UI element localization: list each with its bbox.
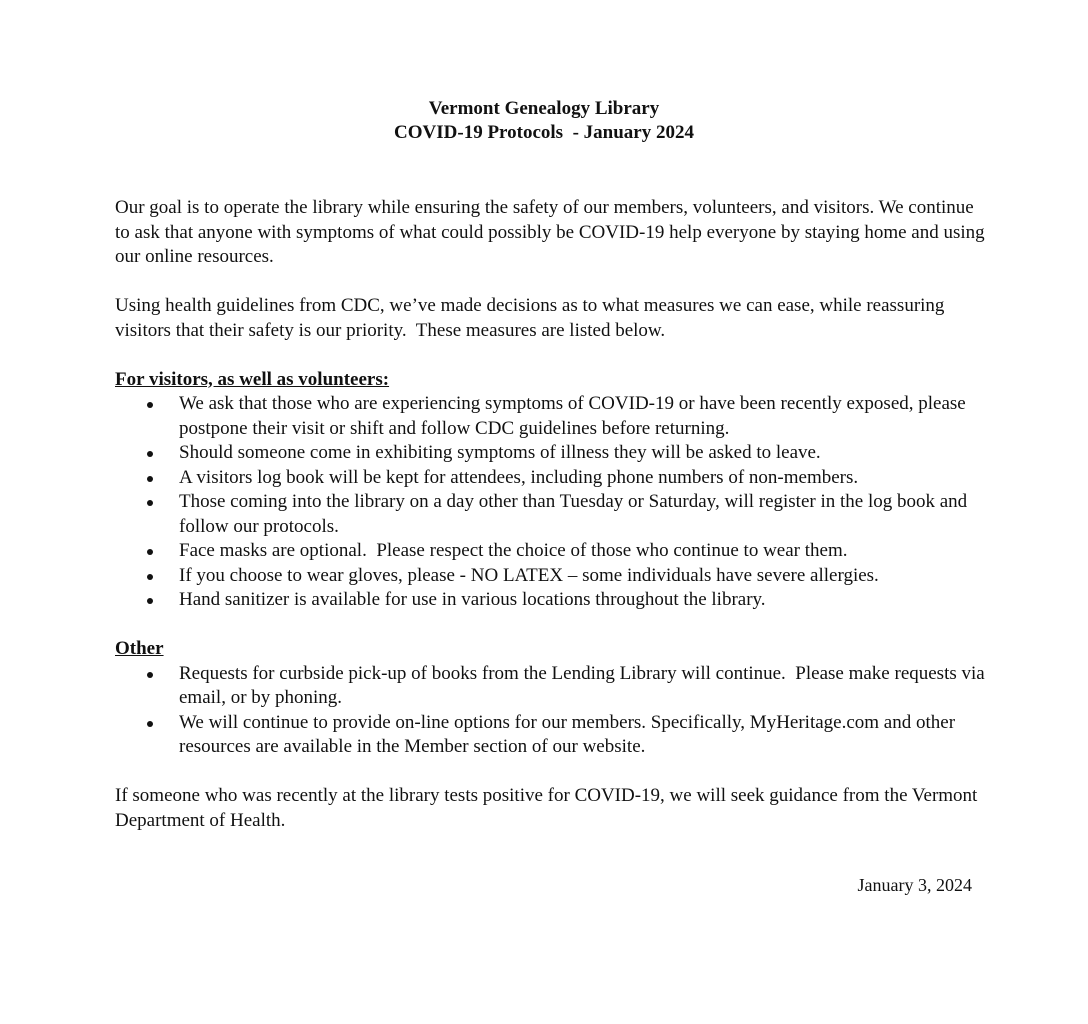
bullet-icon — [147, 451, 153, 457]
list-item — [115, 662, 990, 711]
intro-paragraph-1: Our goal is to operate the library while ensuring the safety of our members, volunteers, and visitors. We continue to ask that anyone with symptoms of what could possibly be COVID-19 help everyone by staying home and using our online resources. — [115, 197, 985, 267]
title-line-2: COVID-19 Protocols - January 2024 — [394, 122, 694, 143]
list-item — [115, 588, 985, 613]
list-item — [115, 564, 985, 589]
list-item-text: Hand sanitizer is available for use in various locations throughout the library. — [179, 589, 766, 610]
closing-paragraph: If someone who was recently at the library tests positive for COVID-19, we will seek guidance from the Vermont Department of Health. — [115, 785, 978, 831]
list-item — [115, 392, 985, 441]
list-item-text: If you choose to wear gloves, please - NO LATEX – some individuals have severe allergies. — [179, 564, 879, 586]
list-item — [115, 466, 985, 491]
list-item-text: We ask that those who are experiencing symptoms of COVID-19 or have been recently exposed, please postpone their visit or shift and follow CDC guidelines before returning. — [179, 393, 966, 439]
section-heading-visitors: For visitors, as well as volunteers: — [115, 368, 390, 390]
list-item-text: Face masks are optional. Please respect the choice of those who continue to wear them. — [179, 540, 848, 561]
list-item-text: Those coming into the library on a day other than Tuesday or Saturday, will register in the log book and follow our protocols. — [179, 491, 968, 537]
bullet-icon — [147, 549, 153, 555]
bullet-icon — [147, 500, 153, 506]
intro-paragraph-2: Using health guidelines from CDC, we’ve made decisions as to what measures we can ease, while reassuring visitors that their safety is our priority. These measures are listed below. — [115, 295, 950, 341]
bullet-icon — [147, 574, 153, 580]
list-item — [115, 441, 985, 466]
list-item-text: Requests for curbside pick-up of books from the Lending Library will continue. Please make requests via email, or by phoning. — [179, 662, 990, 708]
title-line-1: Vermont Genealogy Library — [428, 98, 660, 119]
visitors-bullet-list — [115, 392, 985, 613]
bullet-icon — [147, 721, 153, 727]
section-heading-other: Other — [115, 638, 164, 659]
bullet-icon — [147, 402, 153, 408]
list-item-text: Should someone come in exhibiting symptoms of illness they will be asked to leave. — [179, 442, 821, 463]
document-body — [115, 196, 990, 833]
bullet-icon — [147, 476, 153, 482]
bullet-icon — [147, 672, 153, 678]
list-item — [115, 490, 985, 539]
bullet-icon — [147, 598, 153, 604]
list-item — [115, 711, 985, 760]
document-title — [0, 97, 1088, 145]
section-spacer — [115, 613, 985, 638]
section-spacer — [115, 760, 985, 785]
list-item — [115, 539, 985, 564]
list-item-text: A visitors log book will be kept for attendees, including phone numbers of non-members. — [179, 466, 859, 488]
document-date: January 3, 2024 — [857, 875, 972, 895]
list-item-text: We will continue to provide on-line options for our members. Specifically, MyHeritage.com and other resources are available in the Member section of our website. — [179, 711, 956, 757]
other-bullet-list — [115, 662, 990, 760]
